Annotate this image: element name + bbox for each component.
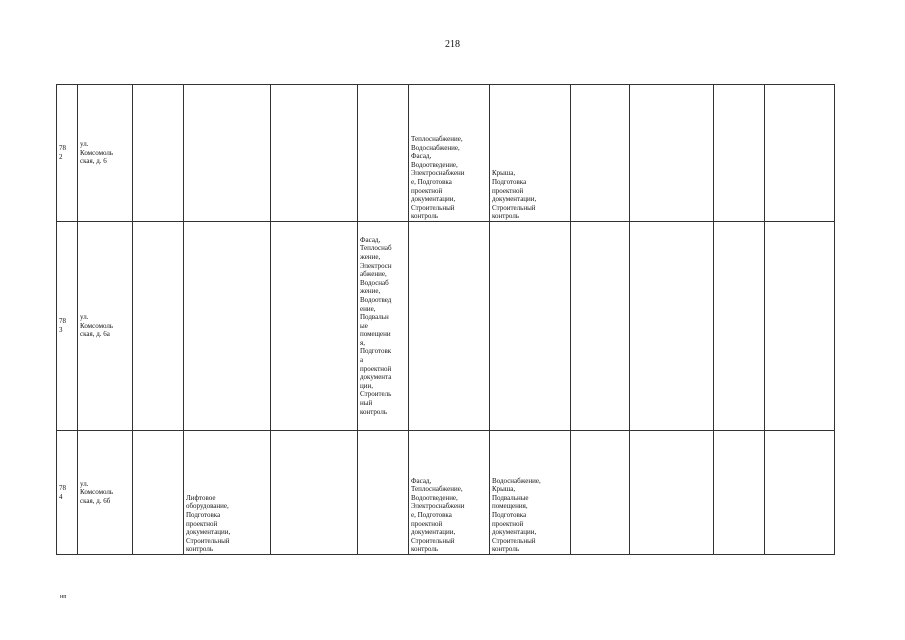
- empty-cell: [765, 85, 835, 222]
- cell-line: ул.: [80, 479, 89, 488]
- cell-line: Крыша,: [492, 485, 516, 494]
- work-list-cell: [490, 85, 571, 222]
- cell-line: ые: [360, 321, 368, 330]
- cell-line: Электроснабжени: [411, 502, 465, 511]
- page-number: 218: [445, 39, 460, 50]
- work-list-cell: [490, 222, 571, 431]
- cell-line: ская, д. 6: [80, 157, 107, 166]
- work-list-cell: [409, 222, 490, 431]
- empty-cell: [630, 431, 714, 555]
- cell-line: Лифтовое: [186, 493, 216, 502]
- address-cell: [78, 431, 133, 555]
- footer-mark: нп: [60, 594, 67, 600]
- empty-cell: [571, 222, 630, 431]
- cell-line: Водоснабжение,: [411, 143, 460, 152]
- empty-cell: [133, 431, 184, 555]
- cell-line: проектной: [492, 186, 524, 195]
- cell-line: 3: [59, 326, 63, 334]
- cell-line: Строительный: [186, 536, 230, 545]
- cell-line: помещени: [360, 330, 391, 339]
- empty-cell: [714, 431, 765, 555]
- cell-line: проектной: [411, 519, 443, 528]
- empty-cell: [714, 85, 765, 222]
- table-row: [57, 431, 835, 555]
- cell-line: 78: [59, 144, 66, 153]
- cell-line: Водоснабжение,: [492, 476, 541, 485]
- empty-cell: [571, 431, 630, 555]
- cell-line: ный: [360, 399, 373, 408]
- cell-line: Строительный: [411, 536, 455, 545]
- cell-line: 4: [59, 492, 63, 501]
- cell-line: Строительный: [492, 536, 536, 545]
- empty-cell: [271, 222, 358, 431]
- cell-line: Подготовка: [492, 511, 527, 520]
- empty-cell: [630, 222, 714, 431]
- cell-line: Фасад,: [411, 476, 432, 485]
- cell-line: Комсомоль: [80, 488, 114, 497]
- cell-line: Теплоснабжение,: [411, 485, 463, 494]
- cell-line: ул.: [80, 313, 89, 322]
- cell-line: 78: [59, 483, 66, 492]
- cell-line: ул.: [80, 140, 89, 149]
- cell-line: Теплоснабжение,: [411, 135, 463, 144]
- work-list-cell: [358, 222, 409, 431]
- empty-cell: [630, 85, 714, 222]
- cell-line: проектной: [360, 364, 392, 373]
- empty-cell: [133, 222, 184, 431]
- cell-line: Строительный: [411, 203, 455, 212]
- empty-cell: [271, 85, 358, 222]
- table-row: [57, 222, 835, 431]
- cell-line: проектной: [492, 519, 524, 528]
- cell-line: контроль: [492, 212, 520, 221]
- row-number-cell: [57, 85, 78, 222]
- cell-line: контроль: [411, 212, 439, 221]
- cell-line: 78: [59, 317, 66, 326]
- cell-line: контроль: [360, 407, 388, 416]
- cell-line: Фасад,: [411, 152, 432, 161]
- cell-line: Строительный: [492, 203, 536, 212]
- cell-line: Подвальные: [492, 493, 529, 502]
- cell-line: жение,: [360, 252, 381, 261]
- cell-line: Фасад,: [360, 235, 381, 244]
- cell-line: Электросн: [360, 261, 392, 270]
- address-cell: [78, 85, 133, 222]
- cell-line: документа: [360, 373, 392, 382]
- work-list-cell: [409, 85, 490, 222]
- work-list-cell: [184, 431, 271, 555]
- cell-line: ции,: [360, 381, 373, 390]
- cell-line: Комсомоль: [80, 321, 114, 330]
- cell-line: Подвальн: [360, 313, 389, 322]
- cell-line: контроль: [186, 545, 214, 554]
- work-list-cell: [358, 431, 409, 555]
- cell-line: Теплоснаб: [360, 244, 392, 253]
- cell-line: оборудование,: [186, 502, 229, 511]
- cell-line: документации,: [492, 195, 537, 204]
- cell-line: а: [360, 356, 364, 365]
- empty-cell: [714, 222, 765, 431]
- cell-line: контроль: [492, 545, 520, 554]
- work-list-cell: [490, 431, 571, 555]
- cell-line: Водоотвед: [360, 295, 392, 304]
- empty-cell: [133, 85, 184, 222]
- cell-line: абжение,: [360, 270, 387, 279]
- cell-line: Водоснаб: [360, 278, 389, 287]
- repair-schedule-table: [56, 84, 835, 555]
- cell-line: документации,: [411, 528, 456, 537]
- cell-line: Подготовка: [492, 178, 527, 187]
- cell-line: Водоотведение,: [411, 493, 458, 502]
- work-list-cell: [358, 85, 409, 222]
- cell-line: контроль: [411, 545, 439, 554]
- empty-cell: [271, 431, 358, 555]
- cell-line: Подготовка: [186, 511, 221, 520]
- cell-line: ение,: [360, 304, 376, 313]
- cell-line: е, Подготовка: [411, 511, 452, 520]
- cell-line: документации,: [492, 528, 537, 537]
- empty-cell: [765, 222, 835, 431]
- cell-line: Крыша,: [492, 169, 516, 178]
- cell-line: Комсомоль: [80, 148, 114, 157]
- row-number-cell: [57, 222, 78, 431]
- row-number-cell: [57, 431, 78, 555]
- work-list-cell: [409, 431, 490, 555]
- cell-line: документации,: [186, 528, 231, 537]
- cell-line: е, Подготовка: [411, 178, 452, 187]
- cell-line: проектной: [186, 519, 218, 528]
- cell-line: Подготовк: [360, 347, 392, 356]
- empty-cell: [571, 85, 630, 222]
- cell-line: я,: [360, 338, 365, 347]
- work-list-cell: [184, 222, 271, 431]
- address-cell: [78, 222, 133, 431]
- cell-line: документации,: [411, 195, 456, 204]
- work-list-cell: [184, 85, 271, 222]
- cell-line: Водоотведение,: [411, 160, 458, 169]
- cell-line: жение,: [360, 287, 381, 296]
- cell-line: Электроснабжени: [411, 169, 465, 178]
- cell-line: помещения,: [492, 502, 528, 511]
- empty-cell: [765, 431, 835, 555]
- cell-line: проектной: [411, 186, 443, 195]
- cell-line: ская, д. 6а: [80, 330, 110, 339]
- table-row: [57, 85, 835, 222]
- cell-line: Строитель: [360, 390, 392, 399]
- cell-line: ская, д. 6б: [80, 496, 111, 505]
- cell-line: 2: [59, 153, 63, 161]
